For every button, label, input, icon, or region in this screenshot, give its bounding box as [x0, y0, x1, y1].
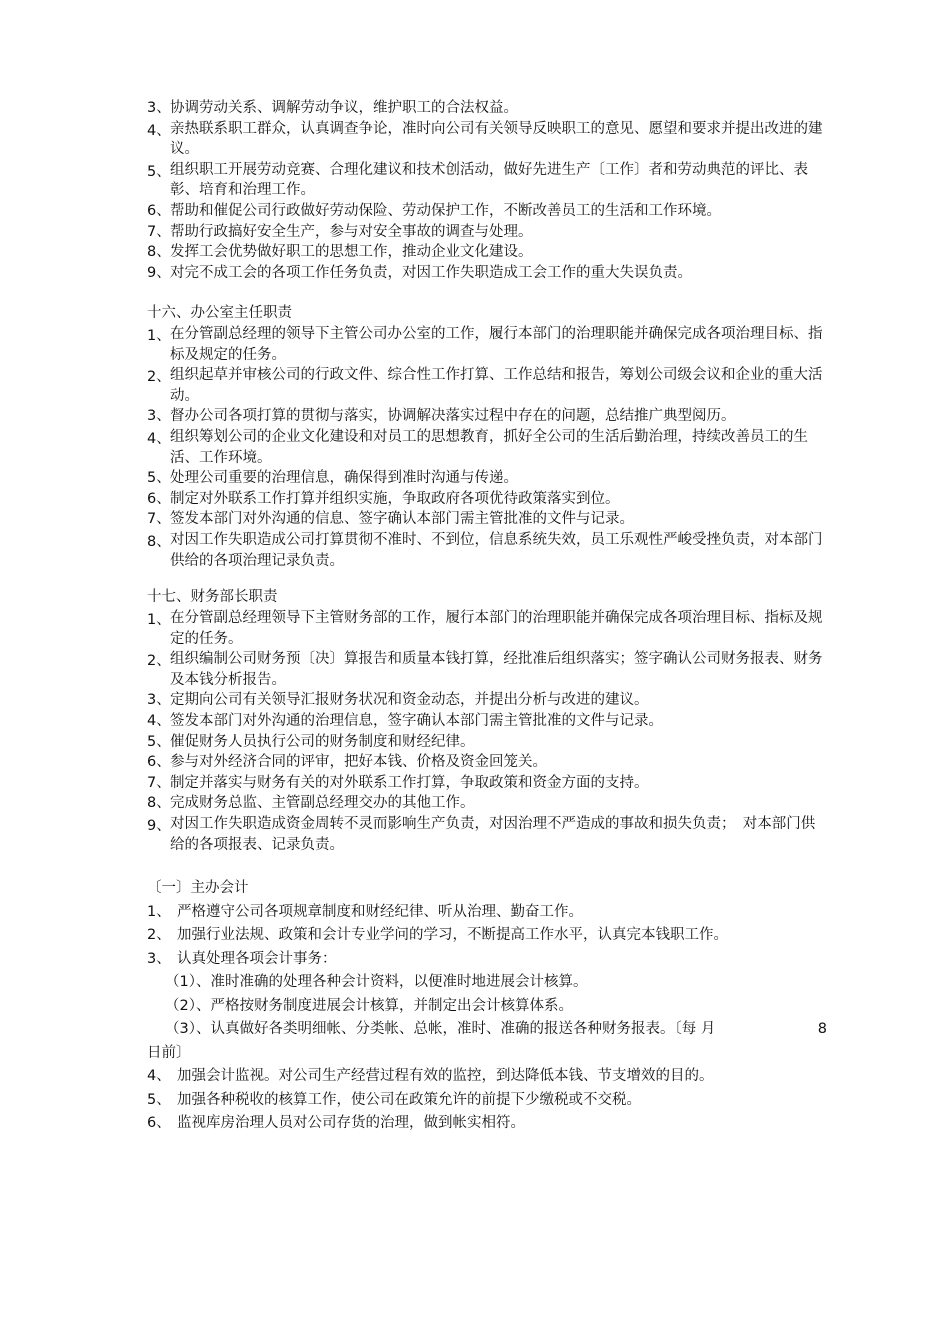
section-heading: 十七、财务部长职责	[147, 589, 278, 605]
list-item: 5、 催促财务人员执行公司的财务制度和财经纪律。	[147, 733, 475, 750]
list-item: 8、 对因工作失职造成公司打算贯彻不准时、不到位，信息系统失效，员工乐观性严峻受挫负责，对本部门供给的各项治理记录负责。	[147, 531, 823, 569]
list-item: 3、 协调劳动关系、调解劳动争议，维护职工的合法权益。	[147, 100, 518, 116]
list-item: 5、 组织职工开展劳动竞赛、合理化建议和技术创活动，做好先进生产〔工作〕者和劳动典范的评比、表彰、培育和治理工作。	[147, 161, 808, 199]
section-heading: 十六、办公室主任职责	[147, 305, 292, 321]
list-item: 4、 签发本部门对外沟通的治理信息，签字确认本部门需主管批准的文件与记录。	[147, 712, 663, 729]
list-item: 2、 组织编制公司财务预〔决〕算报告和质量本钱打算，经批准后组织落实；签字确认公司财务报表、财务及本钱分析报告。	[147, 651, 823, 688]
list-item: 6、 监视库房治理人员对公司存货的治理，做到帐实相符。	[147, 1115, 525, 1131]
office-director-section	[147, 303, 827, 571]
list-item: 5、 处理公司重要的治理信息，确保得到准时沟通与传递。	[147, 470, 518, 487]
sub-list-item: （2）、严格按财务制度进展会计核算，并制定出会计核算体系。	[165, 997, 573, 1014]
list-item: 5、 加强各种税收的核算工作，使公司在政策允许的前提下少缴税或不交税。	[147, 1091, 641, 1108]
finance-director-section	[147, 587, 827, 855]
list-item: 2、 组织起草并审核公司的行政文件、综合性工作打算、工作总结和报告，筹划公司级会议和企业的重大活动。	[147, 367, 823, 404]
list-item: 1、 在分管副总经理的领导下主管公司办公室的工作，履行本部门的治理职能并确保完成各项治理目标、指标及规定的任务。	[147, 326, 823, 363]
list-item: 7、 签发本部门对外沟通的信息、签字确认本部门需主管批准的文件与记录。	[147, 511, 634, 528]
sub-list-item: （3）、认真做好各类明细帐、分类帐、总帐，准时、准确的报送各种财务报表。〔每 月 8	[165, 1021, 827, 1037]
list-item: 3、 督办公司各项打算的贯彻与落实，协调解决落实过程中存在的问题，总结推广典型阅历。	[147, 408, 736, 425]
section-heading: 〔一〕主办会计	[147, 880, 249, 896]
list-item: 6、 帮助和催促公司行政做好劳动保险、劳动保护工作，不断改善员工的生活和工作环境。	[147, 202, 721, 219]
list-item: 4、 加强会计监视。对公司生产经营过程有效的监控，到达降低本钱、节支增效的目的。	[147, 1068, 714, 1084]
union-duties-list	[147, 98, 827, 283]
list-item: 6、 制定对外联系工作打算并组织实施，争取政府各项优待政策落实到位。	[147, 490, 620, 507]
list-item: 1、 严格遵守公司各项规章制度和财经纪律、听从治理、勤奋工作。	[147, 903, 583, 920]
list-item: 3、 定期向公司有关领导汇报财务状况和资金动态，并提出分析与改进的建议。	[147, 692, 649, 709]
list-item: 9、 对因工作失职造成资金周转不灵而影响生产负责，对因治理不严造成的事故和损失负责； 对本部门供给的各项报表、记录负责。	[147, 815, 816, 853]
list-item: 7、 帮助行政搞好安全生产，参与对安全事故的调查与处理。	[147, 223, 533, 240]
sub-list-item-continuation: 日前〕	[147, 1044, 191, 1061]
list-item: 4、 亲热联系职工群众，认真调查争论，准时向公司有关领导反映职工的意见、愿望和要求并提出改进的建议。	[147, 120, 823, 158]
list-item: 8、 发挥工会优势做好职工的思想工作，推动企业文化建设。	[147, 244, 533, 261]
list-item: 4、 组织筹划公司的企业文化建设和对员工的思想教育，抓好全公司的生活后勤治理，持续改善员工的生活、工作环境。	[147, 428, 808, 466]
list-item: 7、 制定并落实与财务有关的对外联系工作打算，争取政策和资金方面的支持。	[147, 774, 649, 791]
sub-list-item: （1）、准时准确的处理各种会计资料，以便准时地进展会计核算。	[165, 974, 588, 990]
list-item: 9、 对完不成工会的各项工作任务负责，对因工作失职造成工会工作的重大失误负责。	[147, 264, 692, 281]
list-item: 8、 完成财务总监、主管副总经理交办的其他工作。	[147, 795, 475, 812]
list-item: 3、 认真处理各项会计事务：	[147, 950, 337, 967]
chief-accountant-section	[147, 877, 827, 1136]
list-item: 6、 参与对外经济合同的评审，把好本钱、价格及资金回笼关。	[147, 754, 547, 771]
list-item: 1、 在分管副总经理领导下主管财务部的工作，履行本部门的治理职能并确保完成各项治理目标、指标及规定的任务。	[147, 610, 823, 647]
list-item: 2、 加强行业法规、政策和会计专业学问的学习，不断提高工作水平，认真完本钱职工作。	[147, 927, 728, 943]
